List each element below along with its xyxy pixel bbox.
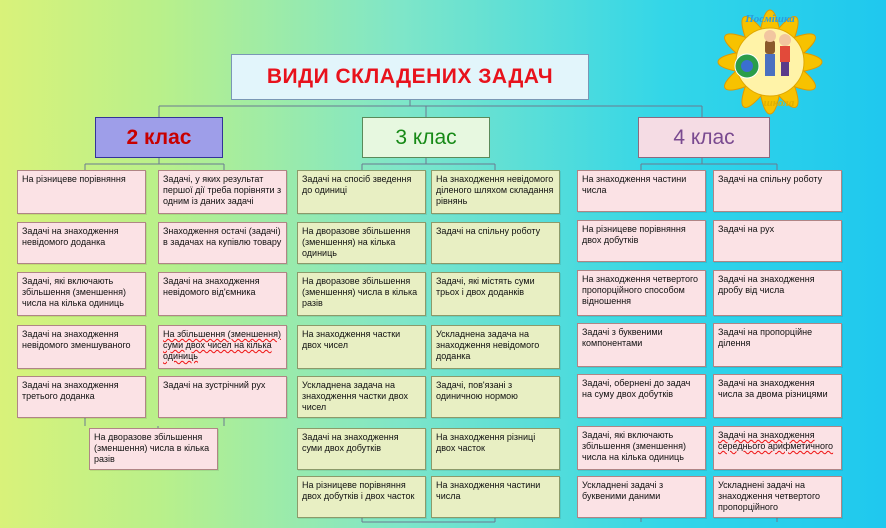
grade-3-task-9: Ускладнена задача на знаходження частки двох чисел <box>297 376 426 418</box>
diagram-title: ВИДИ СКЛАДЕНИХ ЗАДАЧ <box>231 54 589 100</box>
grade-2-task-8: На збільшення (зменшення) суми двох чисел на кілька одиниць <box>158 325 287 369</box>
svg-text:Посмішка: Посмішка <box>745 13 795 25</box>
grade-4-task-13: Ускладнені задачі з буквеними даними <box>577 476 706 518</box>
grade-2-header: 2 клас <box>95 117 223 158</box>
grade-4-task-9: Задачі, обернені до задач на суму двох добутків <box>577 374 706 418</box>
grade-3-task-8: Ускладнена задача на знаходження невідомого доданка <box>431 325 560 369</box>
grade-3-header: 3 клас <box>362 117 490 158</box>
grade-2-task-11: На дворазове збільшення (зменшення) числа в кілька разів <box>89 428 218 470</box>
grade-2-task-6: Задачі на знаходження невідомого від'ємника <box>158 272 287 316</box>
grade-4-task-14: Ускладнені задачі на знаходження четвертого пропорційного <box>713 476 842 518</box>
grade-3-task-13: На різницеве порівняння двох добутків і двох часток <box>297 476 426 518</box>
grade-3-task-5: На дворазове збільшення (зменшення) числа в кілька разів <box>297 272 426 316</box>
grade-2-task-4: Знаходження остачі (задачі) в задачах на купівлю товару <box>158 222 287 264</box>
grade-4-task-10: Задачі на знаходження числа за двома різницями <box>713 374 842 418</box>
grade-4-task-3: На різницеве порівняння двох добутків <box>577 220 706 262</box>
grade-2-task-2: Задачі, у яких результат першої дії треба порівняти з одним із даних задачі <box>158 170 287 214</box>
grade-3-task-6: Задачі, які містять суми трьох і двох доданків <box>431 272 560 316</box>
grade-3-task-3: На дворазове збільшення (зменшення) на кілька одиниць <box>297 222 426 264</box>
grade-3-task-4: Задачі на спільну роботу <box>431 222 560 264</box>
grade-2-task-9: Задачі на знаходження третього доданка <box>17 376 146 418</box>
grade-4-task-7: Задачі з буквеними компонентами <box>577 323 706 367</box>
grade-2-task-3: Задачі на знаходження невідомого доданка <box>17 222 146 264</box>
grade-3-task-10: Задачі, пов'язані з одиничною нормою <box>431 376 560 418</box>
grade-4-task-2: Задачі на спільну роботу <box>713 170 842 212</box>
grade-4-task-12: Задачі на знаходження середнього арифметичного <box>713 426 842 470</box>
grade-4-header: 4 клас <box>638 117 770 158</box>
grade-4-task-6: Задачі на знаходження дробу від числа <box>713 270 842 316</box>
svg-text:школа: школа <box>763 97 795 109</box>
grade-4-task-1: На знаходження частини числа <box>577 170 706 212</box>
grade-2-task-7: Задачі на знаходження невідомого зменшуваного <box>17 325 146 369</box>
grade-3-task-11: Задачі на знаходження суми двох добутків <box>297 428 426 470</box>
sunflower-school-logo-icon <box>707 6 833 118</box>
grade-4-task-11: Задачі, які включають збільшення (зменшення) числа на кілька одиниць <box>577 426 706 470</box>
grade-3-task-7: На знаходження частки двох чисел <box>297 325 426 369</box>
grade-3-task-12: На знаходження різниці двох часток <box>431 428 560 470</box>
grade-3-task-14: На знаходження частини числа <box>431 476 560 518</box>
grade-2-task-5: Задачі, які включають збільшення (зменшення) числа на кілька одиниць <box>17 272 146 316</box>
grade-4-task-8: Задачі на пропорційне ділення <box>713 323 842 367</box>
grade-4-task-4: Задачі на рух <box>713 220 842 262</box>
grade-2-task-1: На різницеве порівняння <box>17 170 146 214</box>
grade-2-task-10: Задачі на зустрічний рух <box>158 376 287 418</box>
grade-4-task-5: На знаходження четвертого пропорційного способом відношення <box>577 270 706 316</box>
grade-3-task-1: Задачі на спосіб зведення до одиниці <box>297 170 426 214</box>
grade-3-task-2: На знаходження невідомого діленого шляхом складання рівнянь <box>431 170 560 214</box>
